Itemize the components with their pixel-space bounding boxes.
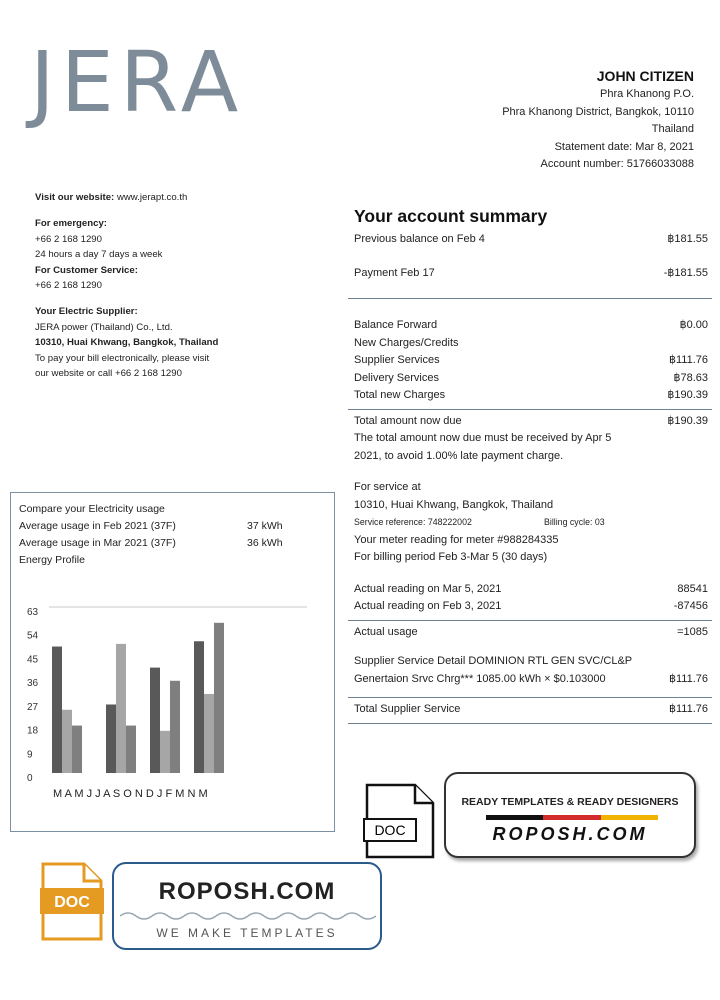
- account-summary: [348, 206, 712, 724]
- service-phone: +66 2 168 1290: [35, 280, 102, 292]
- supplier-services-value: ฿111.76: [668, 354, 708, 366]
- customer-country: Thailand: [651, 123, 694, 135]
- energy-profile-label: Energy Profile: [19, 554, 85, 566]
- emergency-phone: +66 2 168 1290: [35, 233, 102, 245]
- y-tick-label: 63: [27, 607, 39, 618]
- bar-group-2-series-0: [150, 668, 160, 773]
- balance-forward-value: ฿0.00: [679, 319, 708, 331]
- reading-feb-value: -87456: [673, 600, 708, 612]
- bar-group-2-series-1: [160, 731, 170, 773]
- total-new-charges-row: [348, 387, 712, 405]
- previous-balance-row: [348, 231, 712, 249]
- balance-forward-label: Balance Forward: [354, 319, 438, 331]
- total-supplier-row: [348, 701, 712, 719]
- usage-mar-value: 36 kWh: [247, 537, 283, 549]
- bar-group-3-series-1: [204, 694, 214, 773]
- usage-feb-row: [11, 518, 334, 535]
- balance-forward-row: [348, 317, 712, 335]
- detail-value: ฿111.76: [668, 672, 708, 685]
- usage-comparison-box: [10, 492, 335, 832]
- statement-date: Statement date: Mar 8, 2021: [554, 140, 694, 153]
- customer-name: JOHN CITIZEN: [596, 68, 694, 84]
- meter-line: Your meter reading for meter #988284335: [354, 533, 559, 546]
- detail-line-2: Genertaion Srvc Chrg*** 1085.00 kWh × $0.103000: [354, 672, 606, 685]
- y-tick-label: 54: [27, 630, 39, 642]
- badge1-tagline: READY TEMPLATES & READY DESIGNERS: [461, 796, 679, 808]
- customer-address-2: Phra Khanong District, Bangkok, 10110: [502, 105, 694, 118]
- supplier-services-row: [348, 352, 712, 370]
- usage-mar-row: [11, 535, 334, 552]
- website-line: [35, 190, 218, 205]
- reading-feb-row: [348, 598, 712, 616]
- doc-orange-label: DOC: [54, 894, 90, 911]
- service-reference: Service reference: 748222002: [354, 517, 472, 527]
- bar-group-1-series-1: [116, 644, 126, 773]
- actual-usage-row: [348, 624, 712, 642]
- new-charges-row: [348, 335, 712, 353]
- delivery-services-label: Delivery Services: [354, 371, 439, 384]
- customer-address-1: Phra Khanong P.O.: [600, 88, 694, 100]
- amount-due-value: ฿190.39: [667, 414, 708, 427]
- x-axis-category-labels: M A M J J A S O N D J F M N M: [53, 788, 208, 800]
- badge1-color-bars: [486, 815, 658, 820]
- badge-bar-2: [601, 815, 658, 820]
- amount-due-label: Total amount now due: [354, 414, 462, 427]
- roposh-badge: [112, 862, 382, 950]
- service-at-label: For service at: [354, 481, 421, 493]
- doc-orange-icon: [40, 862, 104, 942]
- contact-block: [35, 190, 218, 381]
- reading-feb-label: Actual reading on Feb 3, 2021: [354, 600, 502, 612]
- total-supplier-label: Total Supplier Service: [354, 703, 461, 715]
- reading-mar-row: [348, 581, 712, 599]
- reading-mar-label: Actual reading on Mar 5, 2021: [354, 582, 502, 595]
- delivery-services-value: ฿78.63: [673, 371, 708, 384]
- new-charges-label: New Charges/Credits: [354, 336, 459, 349]
- account-number: Account number: 51766033088: [540, 158, 694, 170]
- actual-usage-label: Actual usage: [354, 625, 418, 638]
- service-address: 10310, Huai Khwang, Bangkok, Thailand: [354, 498, 554, 511]
- customer-block: [502, 66, 694, 174]
- total-new-charges-value: ฿190.39: [667, 389, 708, 401]
- bar-group-2-series-2: [170, 681, 180, 773]
- total-supplier-value: ฿111.76: [668, 703, 708, 715]
- bar-group-0-series-0: [52, 647, 62, 773]
- y-tick-label: 36: [27, 678, 39, 690]
- supplier-address: 10310, Huai Khwang, Bangkok, Thailand: [35, 337, 219, 349]
- badge1-brand: ROPOSH.COM: [492, 824, 648, 844]
- bar-group-1-series-0: [106, 704, 116, 773]
- bar-group-3-series-2: [214, 623, 224, 773]
- divider: [348, 723, 712, 724]
- emergency-hours: 24 hours a day 7 days a week: [35, 249, 163, 261]
- badge-bar-0: [486, 815, 543, 820]
- website-link[interactable]: www.jerapt.co.th: [116, 192, 188, 203]
- bar-group-0-series-1: [62, 710, 72, 773]
- payment-label: Payment Feb 17: [354, 266, 435, 279]
- amount-due-row: [348, 413, 712, 431]
- badge2-tagline: WE MAKE TEMPLATES: [156, 926, 338, 940]
- pay-line-2: our website or call +66 2 168 1290: [35, 368, 182, 380]
- bar-group-3-series-0: [194, 641, 204, 773]
- ready-templates-badge: [444, 772, 696, 858]
- emergency-label: For emergency:: [35, 218, 107, 230]
- usage-mar-label: Average usage in Mar 2021 (37F): [19, 537, 176, 549]
- doc-file-icon: [363, 783, 437, 859]
- due-note-1: The total amount now due must be received by Apr 5: [354, 432, 612, 444]
- due-note-2: 2021, to avoid 1.00% late payment charge.: [354, 449, 564, 462]
- billing-cycle: Billing cycle: 03: [544, 517, 605, 527]
- website-label: Visit our website:: [35, 192, 115, 203]
- y-tick-label: 45: [27, 654, 39, 666]
- pay-line-1: To pay your bill electronically, please visit: [35, 352, 210, 364]
- actual-usage-value: =1085: [677, 625, 708, 638]
- jera-logo: JERA: [30, 33, 245, 131]
- supplier-services-label: Supplier Services: [354, 354, 440, 366]
- total-new-charges-label: Total new Charges: [354, 389, 446, 401]
- doc-icon-label: DOC: [374, 822, 406, 838]
- y-tick-label: 9: [27, 749, 33, 761]
- delivery-services-row: [348, 370, 712, 388]
- service-label: For Customer Service:: [35, 264, 138, 276]
- supplier-label: Your Electric Supplier:: [35, 306, 138, 318]
- billing-period: For billing period Feb 3-Mar 5 (30 days): [354, 551, 548, 563]
- usage-feb-value: 37 kWh: [247, 520, 283, 532]
- reading-mar-value: 88541: [677, 582, 708, 595]
- usage-feb-label: Average usage in Feb 2021 (37F): [19, 520, 176, 532]
- previous-balance-label: Previous balance on Feb 4: [354, 233, 485, 245]
- y-tick-label: 18: [27, 725, 39, 737]
- detail-line-2-row: [348, 671, 712, 689]
- payment-row: [348, 265, 712, 283]
- supplier-name: JERA power (Thailand) Co., Ltd.: [35, 321, 173, 333]
- wave-divider: [120, 910, 376, 922]
- badge2-brand: ROPOSH.COM: [158, 878, 336, 905]
- usage-title: Compare your Electricity usage: [19, 503, 165, 515]
- previous-balance-value: ฿181.55: [667, 233, 708, 245]
- service-reference-row: [348, 514, 712, 532]
- detail-line-1: Supplier Service Detail DOMINION RTL GEN SVC/CL&P: [354, 655, 633, 667]
- y-tick-label: 0: [27, 773, 33, 784]
- payment-value: -฿181.55: [663, 266, 708, 279]
- energy-profile-chart: [11, 593, 333, 808]
- bar-group-1-series-2: [126, 726, 136, 773]
- y-tick-label: 27: [27, 701, 39, 713]
- badge-bar-1: [543, 815, 600, 820]
- bar-group-0-series-2: [72, 726, 82, 773]
- summary-title: Your account summary: [354, 206, 548, 226]
